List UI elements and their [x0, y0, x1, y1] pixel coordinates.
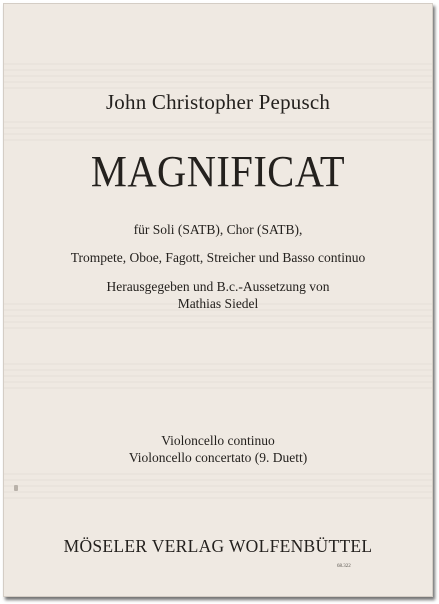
- scoring-line-voices: für Soli (SATB), Chor (SATB),: [133, 222, 303, 237]
- score-cover-page: [3, 3, 433, 597]
- catalog-number: 68.322: [337, 564, 351, 569]
- publisher-name: MÖSELER VERLAG WOLFENBÜTTEL: [63, 536, 373, 556]
- editor-credit: Herausgegeben und B.c.-Aussetzung von: [106, 279, 330, 294]
- editor-name: Mathias Siedel: [177, 296, 259, 311]
- scoring-line-instruments: Trompete, Oboe, Fagott, Streicher und Basso continuo: [70, 250, 366, 265]
- work-title: MAGNIFICAT: [90, 147, 346, 196]
- part-name-concertato: Violoncello concertato (9. Duett): [128, 450, 308, 465]
- paper-blemish: [14, 485, 18, 491]
- composer-name: John Christopher Pepusch: [105, 90, 331, 114]
- part-name-continuo: Violoncello continuo: [161, 433, 275, 448]
